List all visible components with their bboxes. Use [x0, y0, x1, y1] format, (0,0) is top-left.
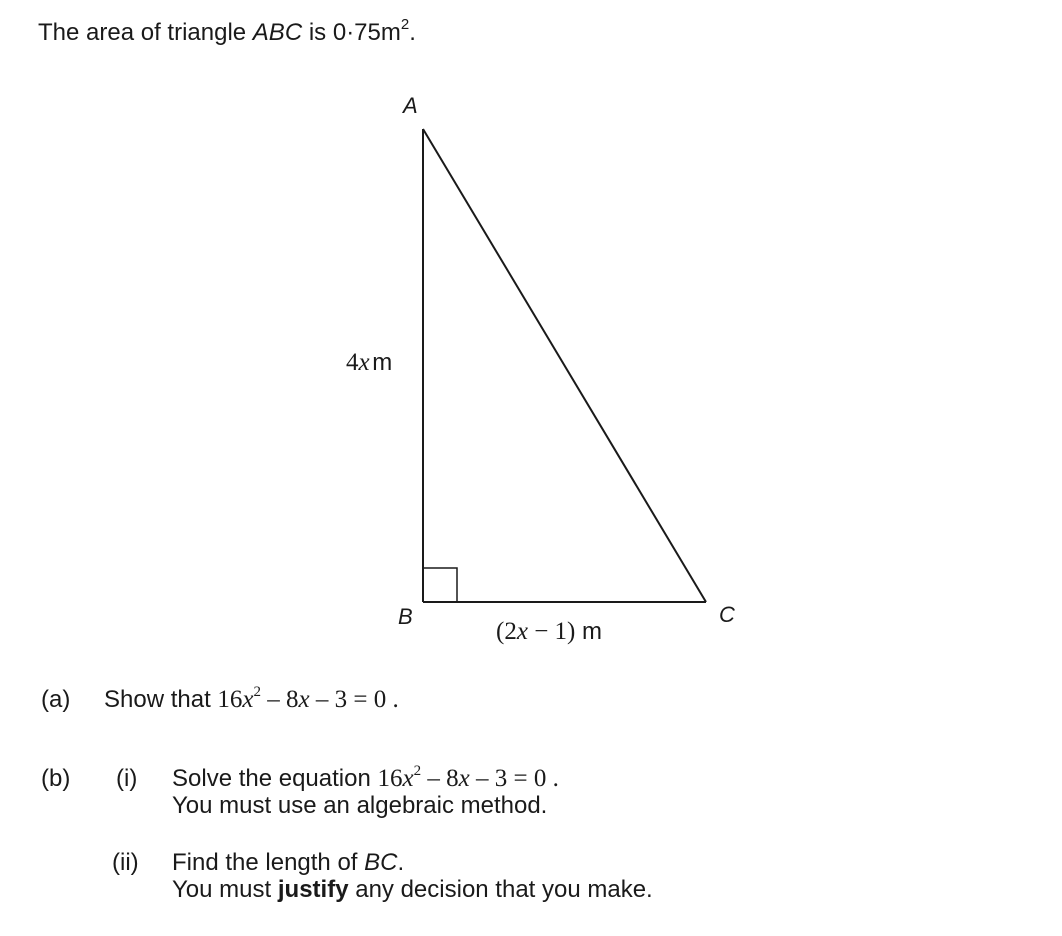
part-b-i-equation: $16x^2 - 8x - 3 = 0$ . — [377, 762, 559, 792]
part-b-label: (b) — [41, 765, 71, 792]
part-b-ii-prefix: Find the length of — [172, 849, 358, 876]
side-bc-rest: − 1) — [527, 618, 576, 645]
area-power: 2 — [400, 16, 410, 33]
part-b-i-line2: You must use an algebraic method. — [172, 792, 548, 819]
justify-suffix: any decision that you make. — [355, 876, 653, 903]
segment-bc: BC — [364, 849, 398, 876]
justify-prefix: You must — [172, 876, 272, 903]
vertex-b-label: B — [398, 604, 413, 629]
part-b-ii-label: (ii) — [112, 849, 139, 876]
side-ac — [423, 129, 706, 602]
area-unit: m — [380, 19, 401, 46]
part-b-i-label: (i) — [116, 765, 138, 792]
part-b-i-line1 — [172, 762, 559, 793]
part-a-instruction: Show that — [104, 686, 211, 713]
triangle-name: ABC — [252, 19, 303, 46]
intro-suffix: . — [409, 19, 416, 46]
side-ab-coef: 4 — [346, 349, 359, 376]
intro-middle: is — [308, 19, 327, 46]
side-bc-var: x — [516, 618, 528, 645]
part-a-label: (a) — [41, 686, 71, 713]
side-bc-label — [496, 618, 602, 646]
intro-prefix: The area of triangle — [38, 19, 247, 46]
right-angle-marker — [423, 568, 457, 602]
part-b-ii-suffix: . — [397, 849, 405, 876]
vertex-a-label: A — [403, 93, 418, 118]
part-b-i-instruction: Solve the equation — [172, 765, 371, 792]
part-b-ii-line2 — [172, 876, 653, 904]
side-ab-label — [346, 349, 392, 377]
part-a-equation: $16x^2 - 8x - 3 = 0$ . — [217, 683, 399, 713]
side-bc-open: (2 — [496, 618, 517, 645]
side-ab-unit: m — [372, 349, 393, 376]
part-a-text — [104, 683, 399, 714]
part-b-ii-line1 — [172, 849, 404, 877]
vertex-c-label: C — [719, 602, 735, 627]
side-bc-unit: m — [582, 618, 603, 645]
justify-keyword: justify — [277, 876, 349, 903]
area-value: 0·75 — [332, 19, 381, 46]
side-ab-var: x — [358, 349, 370, 376]
